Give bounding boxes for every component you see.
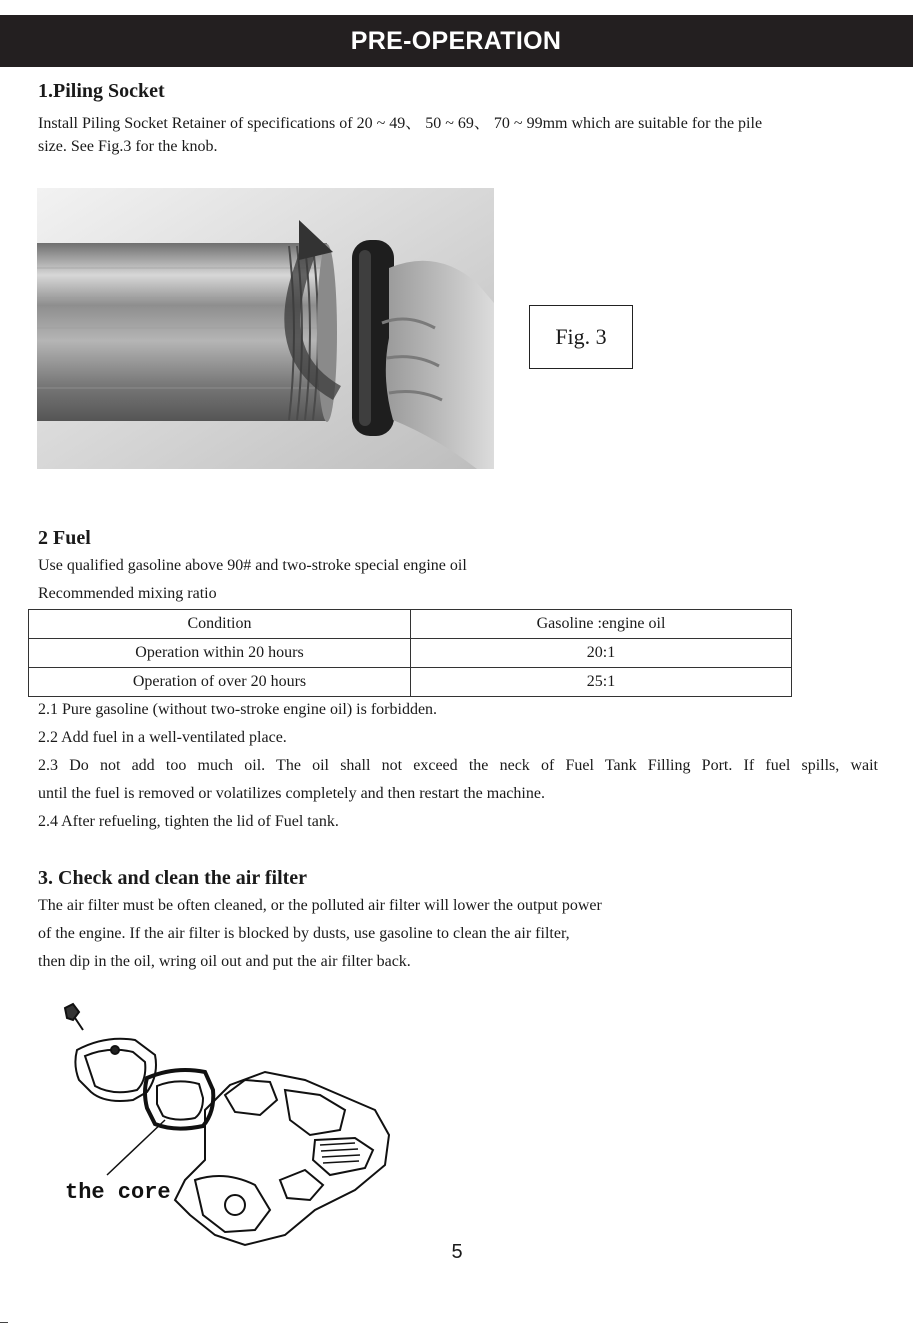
table-cell: Operation of over 20 hours [29, 668, 411, 697]
fuel-note-2-1: 2.1 Pure gasoline (without two-stroke engine oil) is forbidden. [38, 701, 438, 718]
table-cell: 25:1 [411, 668, 792, 697]
the-core-label: the core [65, 1180, 171, 1205]
table-row [29, 668, 792, 697]
fuel-note-2-2: 2.2 Add fuel in a well-ventilated place. [38, 729, 287, 746]
table-header-cell: Condition [29, 610, 411, 639]
section-3-line-3: then dip in the oil, wring oil out and put the air filter back. [38, 953, 411, 970]
section-2-heading: 2 Fuel [38, 527, 91, 549]
figure-3-label: Fig. 3 [529, 305, 633, 369]
section-3-line-1: The air filter must be often cleaned, or the polluted air filter will lower the output power [38, 897, 602, 914]
header-edge-rule [911, 15, 913, 67]
section-2-intro-1: Use qualified gasoline above 90# and two-stroke special engine oil [38, 557, 467, 574]
section-header-bar [0, 15, 912, 67]
fuel-note-2-4: 2.4 After refueling, tighten the lid of Fuel tank. [38, 813, 339, 830]
section-2-intro-2: Recommended mixing ratio [38, 585, 217, 602]
air-filter-diagram [55, 1000, 400, 1250]
section-3-line-2: of the engine. If the air filter is blocked by dusts, use gasoline to clean the air filter, [38, 925, 570, 942]
table-header-cell: Gasoline :engine oil [411, 610, 792, 639]
table-cell: 20:1 [411, 639, 792, 668]
piling-socket-photo [37, 188, 494, 469]
section-1-line-2: size. See Fig.3 for the knob. [38, 138, 218, 155]
page-title: PRE-OPERATION [350, 26, 562, 55]
table-row [29, 639, 792, 668]
fuel-note-2-3: 2.3 Do not add too much oil. The oil shall not exceed the neck of Fuel Tank Filling Port. If fuel spills, wait [38, 757, 878, 774]
section-1-line-1: Install Piling Socket Retainer of specifications of 20 ~ 49、 50 ~ 69、 70 ~ 99mm which are suitable for the pile [38, 115, 763, 132]
section-3-heading: 3. Check and clean the air filter [38, 867, 308, 889]
mixing-ratio-table [28, 609, 792, 697]
page-number: 5 [451, 1241, 463, 1263]
crop-mark [0, 1322, 8, 1323]
table-cell: Operation within 20 hours [29, 639, 411, 668]
table-header-row [29, 610, 792, 639]
fuel-note-2-3-cont: until the fuel is removed or volatilizes completely and then restart the machine. [38, 785, 545, 802]
section-1-heading: 1.Piling Socket [38, 80, 165, 102]
